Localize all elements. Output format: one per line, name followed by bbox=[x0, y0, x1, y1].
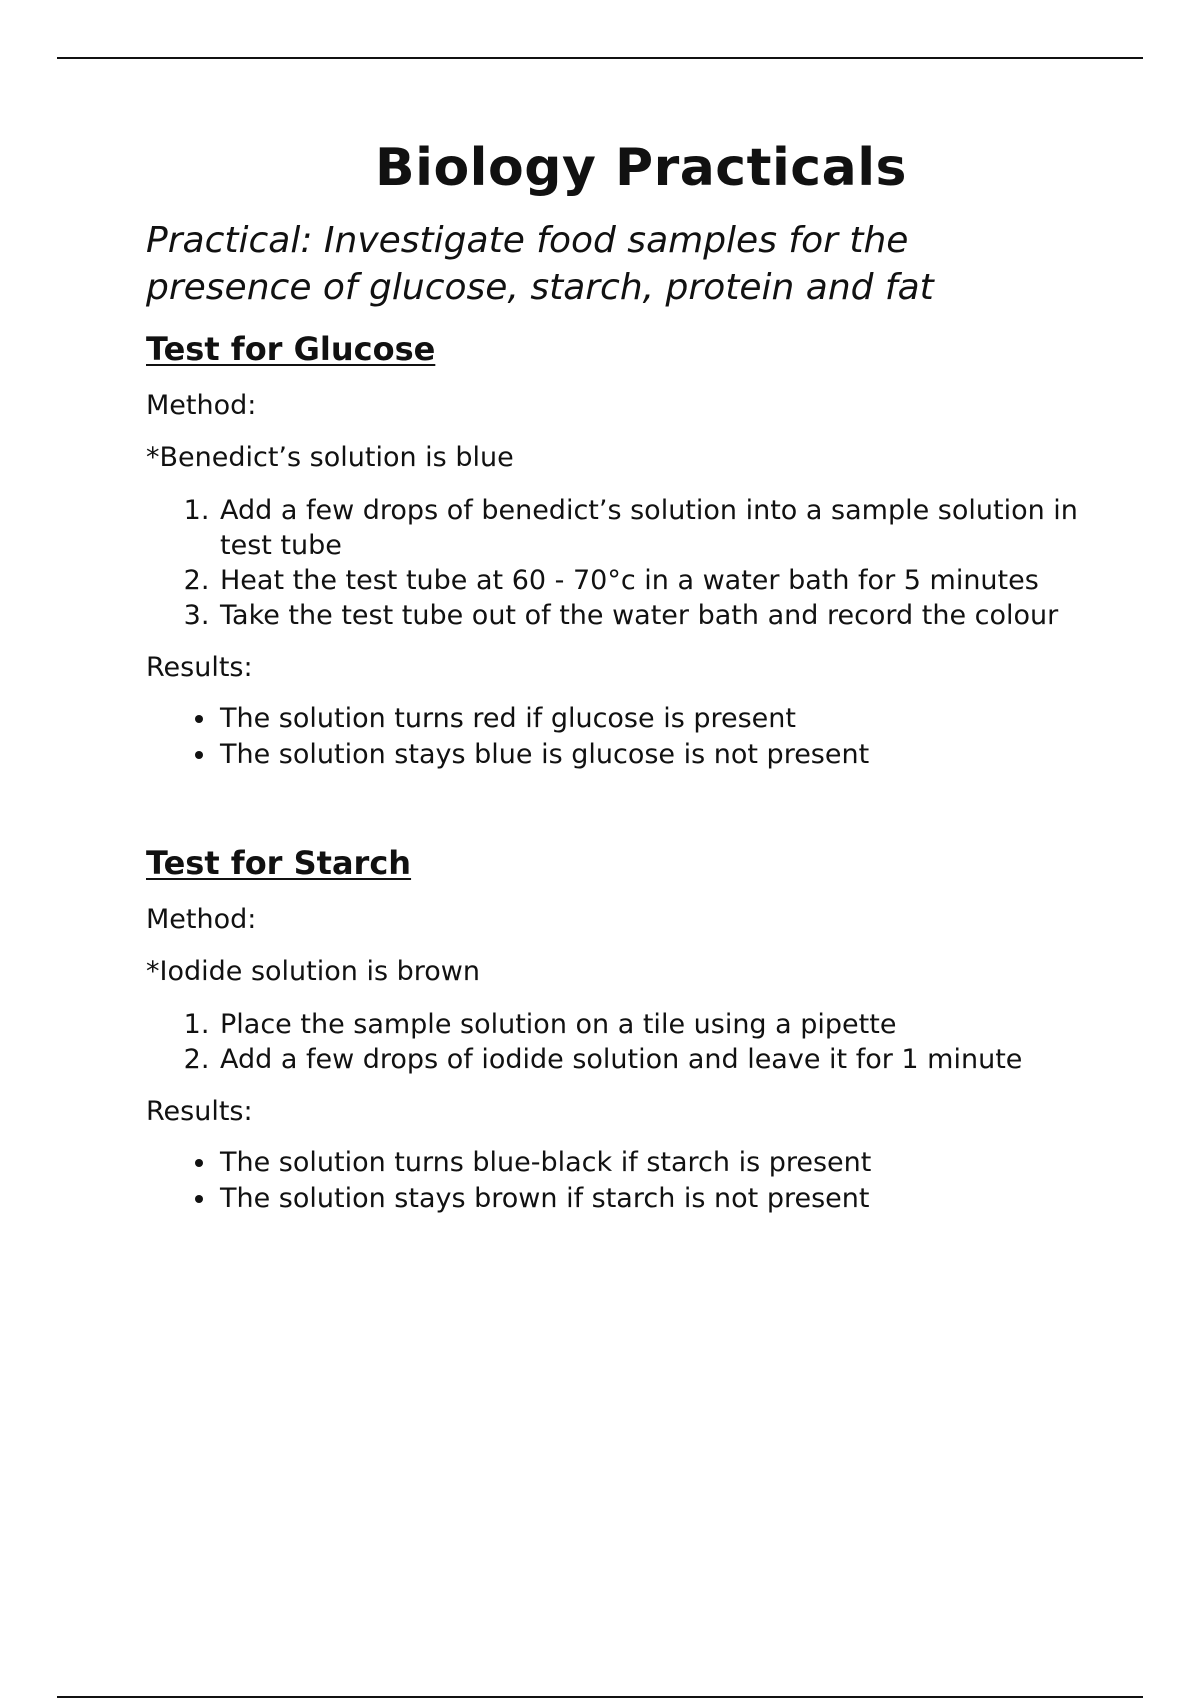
method-label: Method: bbox=[146, 390, 257, 422]
top-rule bbox=[57, 57, 1143, 59]
section-heading: Test for Starch bbox=[146, 844, 412, 883]
method-step: 3. Take the test tube out of the water bath and record the colour bbox=[218, 598, 1078, 633]
results-list bbox=[146, 701, 1096, 773]
results-list bbox=[146, 1145, 1096, 1217]
document-subtitle: Practical: Investigate food samples for the presence of glucose, starch, protein and fat bbox=[146, 220, 934, 309]
method-step: 1. Add a few drops of benedict’s solution into a sample solution in test tube bbox=[218, 493, 1078, 563]
section-glucose-test bbox=[146, 327, 1096, 773]
method-step: 2. Add a few drops of iodide solution and leave it for 1 minute bbox=[218, 1042, 1078, 1077]
section-starch-test bbox=[146, 841, 1096, 1217]
result-item: • The solution turns red if glucose is present bbox=[218, 701, 1096, 737]
reagent-note: *Benedict’s solution is blue bbox=[146, 442, 514, 474]
method-steps bbox=[146, 1007, 1078, 1077]
method-step: 1. Place the sample solution on a tile using a pipette bbox=[218, 1007, 1078, 1042]
document-body bbox=[146, 140, 1096, 1217]
method-steps bbox=[146, 493, 1078, 633]
bottom-rule bbox=[57, 1696, 1143, 1698]
result-item: • The solution stays brown if starch is not present bbox=[218, 1181, 1096, 1217]
section-heading: Test for Glucose bbox=[146, 330, 436, 369]
results-label: Results: bbox=[146, 1096, 253, 1128]
reagent-note: *Iodide solution is brown bbox=[146, 956, 480, 988]
document-title: Biology Practicals bbox=[375, 138, 907, 198]
method-label: Method: bbox=[146, 904, 257, 936]
method-step: 2. Heat the test tube at 60 - 70°c in a water bath for 5 minutes bbox=[218, 563, 1078, 598]
result-item: • The solution stays blue is glucose is not present bbox=[218, 737, 1096, 773]
result-item: • The solution turns blue-black if starch is present bbox=[218, 1145, 1096, 1181]
results-label: Results: bbox=[146, 652, 253, 684]
